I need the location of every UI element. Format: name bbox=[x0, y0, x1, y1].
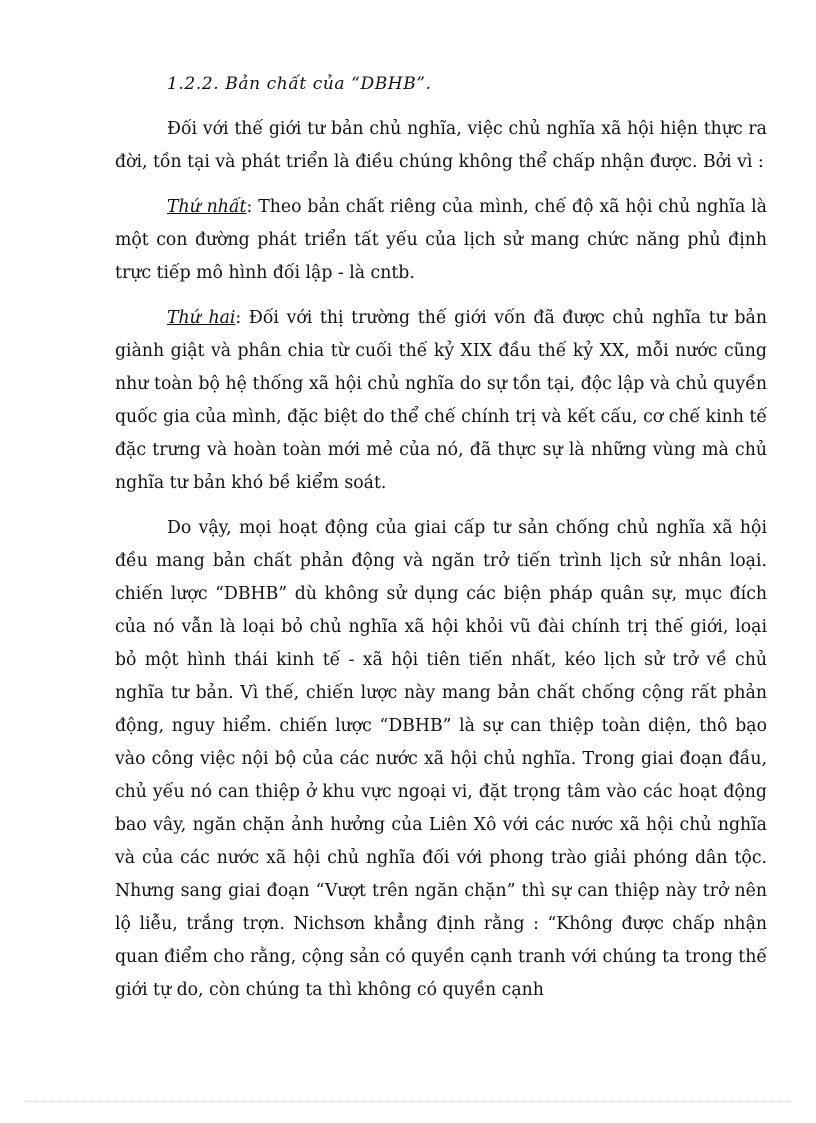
paragraph-conclusion bbox=[115, 512, 767, 1007]
paragraph-conclusion-text: Do vậy, mọi hoạt động của giai cấp tư sản chống chủ nghĩa xã hội đều mang bản chất phản động và ngăn trở tiến trình lịch sử nhân loại. chiến lược “DBHB” dù không sử dụng các biện pháp quân sự, mục đích của nó vẫn là loại bỏ chủ nghĩa xã hội khỏi vũ đài chính trị thế giới, loại bỏ một hình thái kinh tế - xã hội tiên tiến nhất, kéo lịch sử trở về chủ nghĩa tư bản. Vì thế, chiến lược này mang bản chất chống cộng rất phản động, nguy hiểm. chiến lược “DBHB” là sự can thiệp toàn diện, thô bạo vào công việc nội bộ của các nước xã hội chủ nghĩa. Trong giai đoạn đầu, chủ yếu nó can thiệp ở khu vực ngoại vi, đặt trọng tâm vào các hoạt động bao vây, ngăn chặn ảnh hưởng của Liên Xô với các nước xã hội chủ nghĩa và của các nước xã hội chủ nghĩa đối với phong trào giải phóng dân tộc. Nhưng sang giai đoạn “Vượt trên ngăn chặn” thì sự can thiệp này trở nên lộ liễu, trắng trợn. Nichsơn khẳng định rằng : “Không được chấp nhận quan điểm cho rằng, cộng sản có quyền cạnh tranh với chúng ta trong thế giới tự do, còn chúng ta thì không có quyền cạnh bbox=[115, 518, 767, 1000]
page-footer-rule bbox=[24, 1101, 792, 1102]
second-point-label: Thứ hai bbox=[167, 308, 236, 328]
second-point-text: : Đối với thị trường thế giới vốn đã được chủ nghĩa tư bản giành giật và phân chia từ cuối thế kỷ XIX đầu thế kỷ XX, mỗi nước cũng như toàn bộ hệ thống xã hội chủ nghĩa do sự tồn tại, độc lập và chủ quyền quốc gia của mình, đặc biệt do thể chế chính trị và kết cấu, cơ chế kinh tế đặc trưng và hoàn toàn mới mẻ của nó, đã thực sự là những vùng mà chủ nghĩa tư bản khó bề kiểm soát. bbox=[115, 308, 767, 493]
first-point-label: Thứ nhất bbox=[167, 197, 247, 217]
first-point-text: : Theo bản chất riêng của mình, chế độ xã hội chủ nghĩa là một con đường phát triển tất yếu của lịch sử mang chức năng phủ định trực tiếp mô hình đối lập - là cntb. bbox=[115, 197, 767, 283]
section-heading: 1.2.2. Bản chất của “DBHB”. bbox=[167, 74, 432, 94]
document-body bbox=[115, 68, 767, 1019]
paragraph-intro bbox=[115, 113, 767, 179]
paragraph-first-point bbox=[115, 191, 767, 290]
paragraph-second-point bbox=[115, 302, 767, 500]
paragraph-intro-text: Đối với thế giới tư bản chủ nghĩa, việc chủ nghĩa xã hội hiện thực ra đời, tồn tại và phát triển là điều chúng không thể chấp nhận được. Bởi vì : bbox=[115, 119, 767, 172]
